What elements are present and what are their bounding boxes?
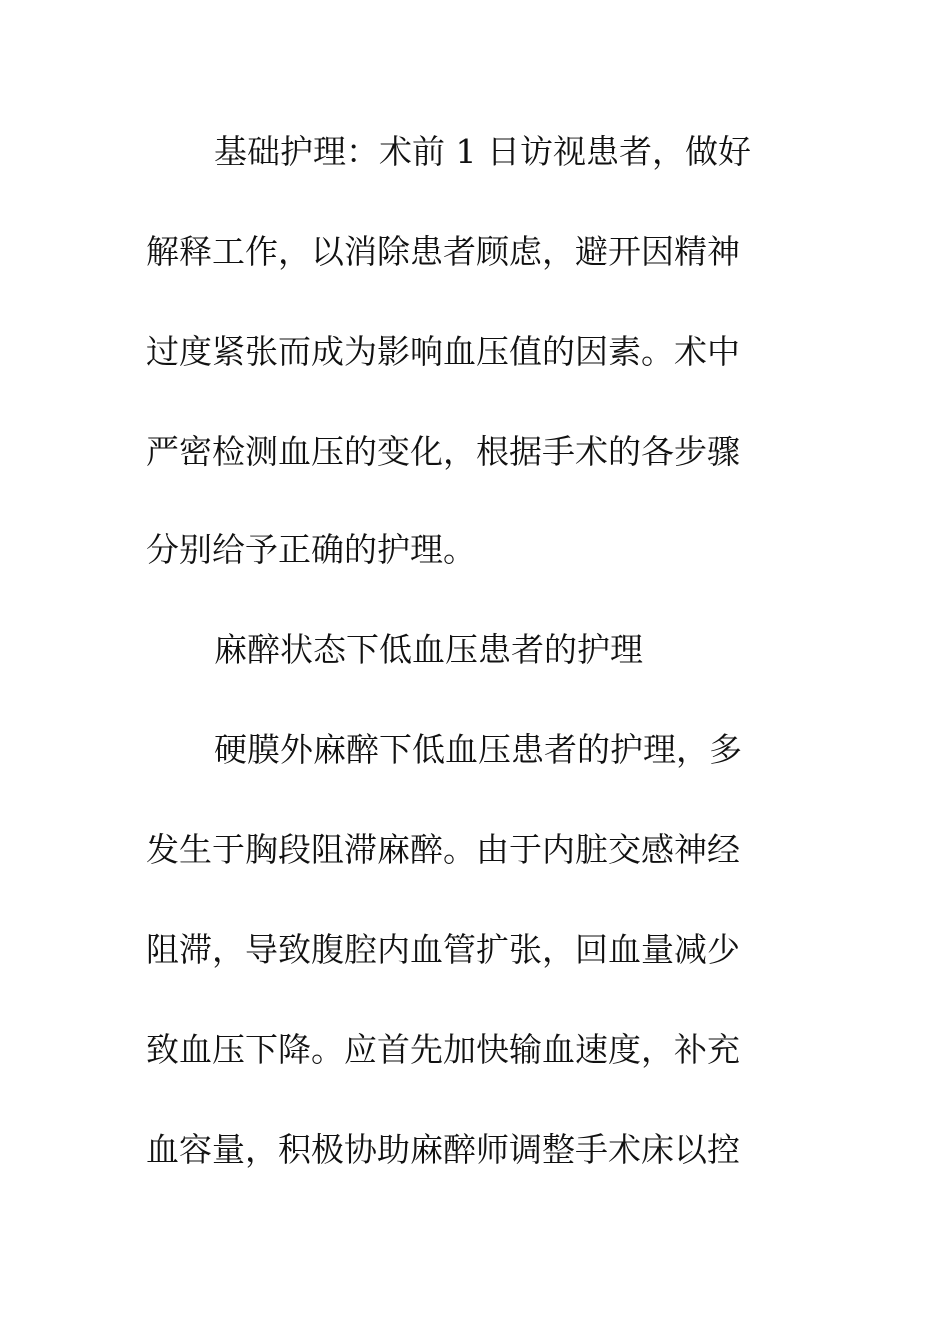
paragraph-1-line-2: 解释工作，以消除患者顾虑，避开因精神	[146, 232, 740, 271]
paragraph-3-line-2: 发生于胸段阻滞麻醉。由于内脏交感神经	[146, 830, 740, 869]
paragraph-3-line-1: 硬膜外麻醉下低血压患者的护理，多	[214, 730, 742, 769]
section-heading: 麻醉状态下低血压患者的护理	[214, 630, 643, 669]
paragraph-3-line-3: 阻滞，导致腹腔内血管扩张，回血量减少	[146, 930, 740, 969]
paragraph-1-line-3: 过度紧张而成为影响血压值的因素。术中	[146, 332, 740, 371]
paragraph-1-line-4: 严密检测血压的变化，根据手术的各步骤	[146, 432, 740, 471]
paragraph-3-line-4: 致血压下降。应首先加快输血速度，补充	[146, 1030, 740, 1069]
paragraph-1-line-1: 基础护理：术前 1 日访视患者，做好	[214, 132, 751, 171]
paragraph-1-line-5: 分别给予正确的护理。	[146, 530, 476, 569]
paragraph-3-line-5: 血容量，积极协助麻醉师调整手术床以控	[146, 1130, 740, 1169]
